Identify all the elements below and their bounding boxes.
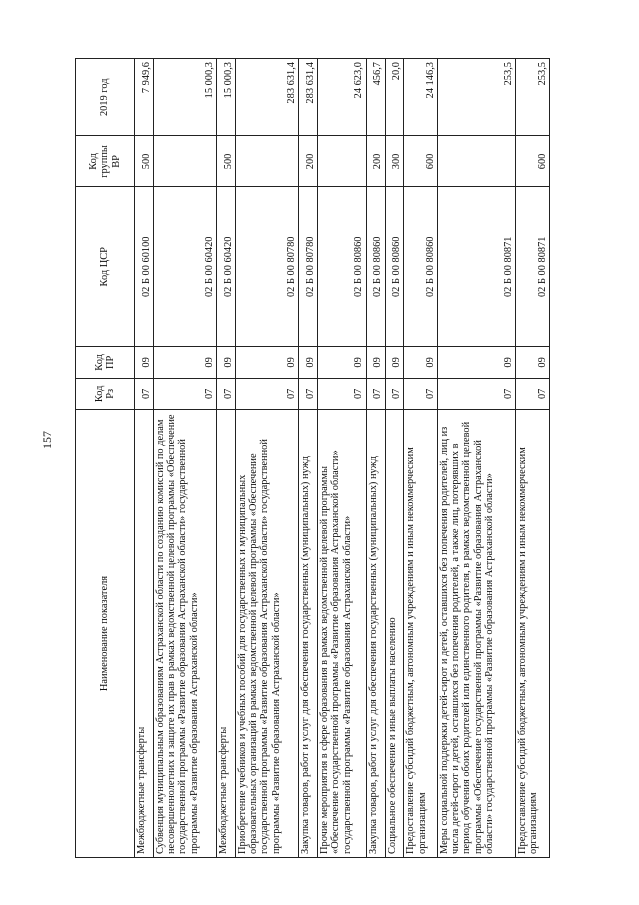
header-csr: Код ЦСР <box>76 187 135 347</box>
table-row <box>236 59 299 858</box>
page-number: 157 <box>40 431 54 449</box>
cell-vr: 200 <box>299 136 318 187</box>
cell-csr: 02 Б 00 60420 <box>153 187 216 347</box>
cell-vr: 600 <box>404 136 438 187</box>
cell-rz: 07 <box>236 378 299 409</box>
table-row <box>299 59 318 858</box>
cell-vr: 500 <box>135 136 154 187</box>
table-row <box>516 59 550 858</box>
cell-name: Межбюджетные трансферты <box>217 410 236 858</box>
cell-rz: 07 <box>153 378 216 409</box>
budget-table-container <box>75 58 550 858</box>
cell-vr <box>236 136 299 187</box>
cell-rz: 07 <box>404 378 438 409</box>
cell-name: Социальное обеспечение и иные выплаты населению <box>385 410 404 858</box>
table-row <box>438 59 516 858</box>
header-vr: Код группы ВР <box>76 136 135 187</box>
cell-csr: 02 Б 00 80780 <box>236 187 299 347</box>
cell-sum: 253,5 <box>516 59 550 137</box>
cell-pr: 09 <box>318 347 367 378</box>
cell-csr: 02 Б 00 80871 <box>438 187 516 347</box>
cell-name: Приобретение учебников и учебных пособий для государственных и муниципальных образовательных организаций в рамках ведомственной целевой программы «Обеспечение государственной программы «Развитие образования Астраханской области» государственной программы «Развитие образования Астраханской области» <box>236 410 299 858</box>
cell-pr: 09 <box>516 347 550 378</box>
cell-csr: 02 Б 00 80860 <box>404 187 438 347</box>
header-rz: Код Рз <box>76 378 135 409</box>
cell-sum: 7 949,6 <box>135 59 154 137</box>
cell-pr: 09 <box>153 347 216 378</box>
cell-rz: 07 <box>217 378 236 409</box>
cell-csr: 02 Б 00 80871 <box>516 187 550 347</box>
cell-rz: 07 <box>516 378 550 409</box>
cell-csr: 02 Б 00 80860 <box>385 187 404 347</box>
cell-pr: 09 <box>366 347 385 378</box>
table-row <box>385 59 404 858</box>
cell-sum: 15 000,3 <box>217 59 236 137</box>
cell-rz: 07 <box>299 378 318 409</box>
cell-vr: 300 <box>385 136 404 187</box>
cell-vr <box>438 136 516 187</box>
table-row <box>318 59 367 858</box>
cell-vr: 500 <box>217 136 236 187</box>
table-row <box>366 59 385 858</box>
table-row <box>217 59 236 858</box>
cell-name: Меры социальной поддержки детей-сирот и детей, оставшихся без попечения родителей, лиц из числа детей-сирот и детей, оставшихся без попечения родителей, а также лиц, потерявших в период обучения обоих родителей или единственного родителя, в рамках ведомственной целевой программы «Обеспечение государственной программы «Развитие образования Астраханской области» государственной программы «Развитие образования Астраханской области» <box>438 410 516 858</box>
cell-sum: 456,7 <box>366 59 385 137</box>
cell-csr: 02 Б 00 80860 <box>318 187 367 347</box>
header-name: Наименование показателя <box>76 410 135 858</box>
cell-name: Межбюджетные трансферты <box>135 410 154 858</box>
cell-pr: 09 <box>404 347 438 378</box>
cell-rz: 07 <box>366 378 385 409</box>
cell-sum: 24 623,0 <box>318 59 367 137</box>
header-sum: 2019 год <box>76 59 135 137</box>
cell-sum: 283 631,4 <box>236 59 299 137</box>
table-body <box>135 59 550 858</box>
cell-sum: 20,0 <box>385 59 404 137</box>
cell-csr: 02 Б 00 80780 <box>299 187 318 347</box>
cell-name: Субвенция муниципальным образованиям Астраханской области по созданию комиссий по делам несовершеннолетних и защите их прав в рамках ведомственной целевой программы «Обеспечение государственной программы «Развитие образования Астраханской области» государственной программы «Развитие образования Астраханской области» <box>153 410 216 858</box>
budget-table <box>75 58 550 858</box>
cell-rz: 07 <box>438 378 516 409</box>
cell-name: Прочие мероприятия в сфере образования в рамках ведомственной целевой программы «Обеспечение государственной программы «Развитие образования Астраханской области» государственной программы «Развитие образования Астраханской области» <box>318 410 367 858</box>
cell-sum: 15 000,3 <box>153 59 216 137</box>
cell-vr <box>318 136 367 187</box>
cell-pr: 09 <box>299 347 318 378</box>
cell-rz: 07 <box>135 378 154 409</box>
cell-sum: 24 146,3 <box>404 59 438 137</box>
table-row <box>135 59 154 858</box>
cell-sum: 253,5 <box>438 59 516 137</box>
table-row <box>404 59 438 858</box>
cell-csr: 02 Б 00 80860 <box>366 187 385 347</box>
cell-rz: 07 <box>385 378 404 409</box>
cell-name: Закупка товаров, работ и услуг для обеспечения государственных (муниципальных) нужд <box>299 410 318 858</box>
cell-csr: 02 Б 00 60420 <box>217 187 236 347</box>
cell-vr <box>153 136 216 187</box>
cell-pr: 09 <box>385 347 404 378</box>
cell-pr: 09 <box>135 347 154 378</box>
cell-pr: 09 <box>438 347 516 378</box>
cell-vr: 200 <box>366 136 385 187</box>
cell-pr: 09 <box>236 347 299 378</box>
cell-name: Предоставление субсидий бюджетным, автономным учреждениям и иным некоммерческим организациям <box>404 410 438 858</box>
header-pr: Код ПР <box>76 347 135 378</box>
header-row <box>76 59 135 858</box>
table-row <box>153 59 216 858</box>
cell-rz: 07 <box>318 378 367 409</box>
cell-sum: 283 631,4 <box>299 59 318 137</box>
cell-name: Закупка товаров, работ и услуг для обеспечения государственных (муниципальных) нужд <box>366 410 385 858</box>
table-header <box>76 59 135 858</box>
cell-vr: 600 <box>516 136 550 187</box>
cell-csr: 02 Б 00 60100 <box>135 187 154 347</box>
cell-pr: 09 <box>217 347 236 378</box>
cell-name: Предоставление субсидий бюджетным, автономным учреждениям и иным некоммерческим организациям <box>516 410 550 858</box>
